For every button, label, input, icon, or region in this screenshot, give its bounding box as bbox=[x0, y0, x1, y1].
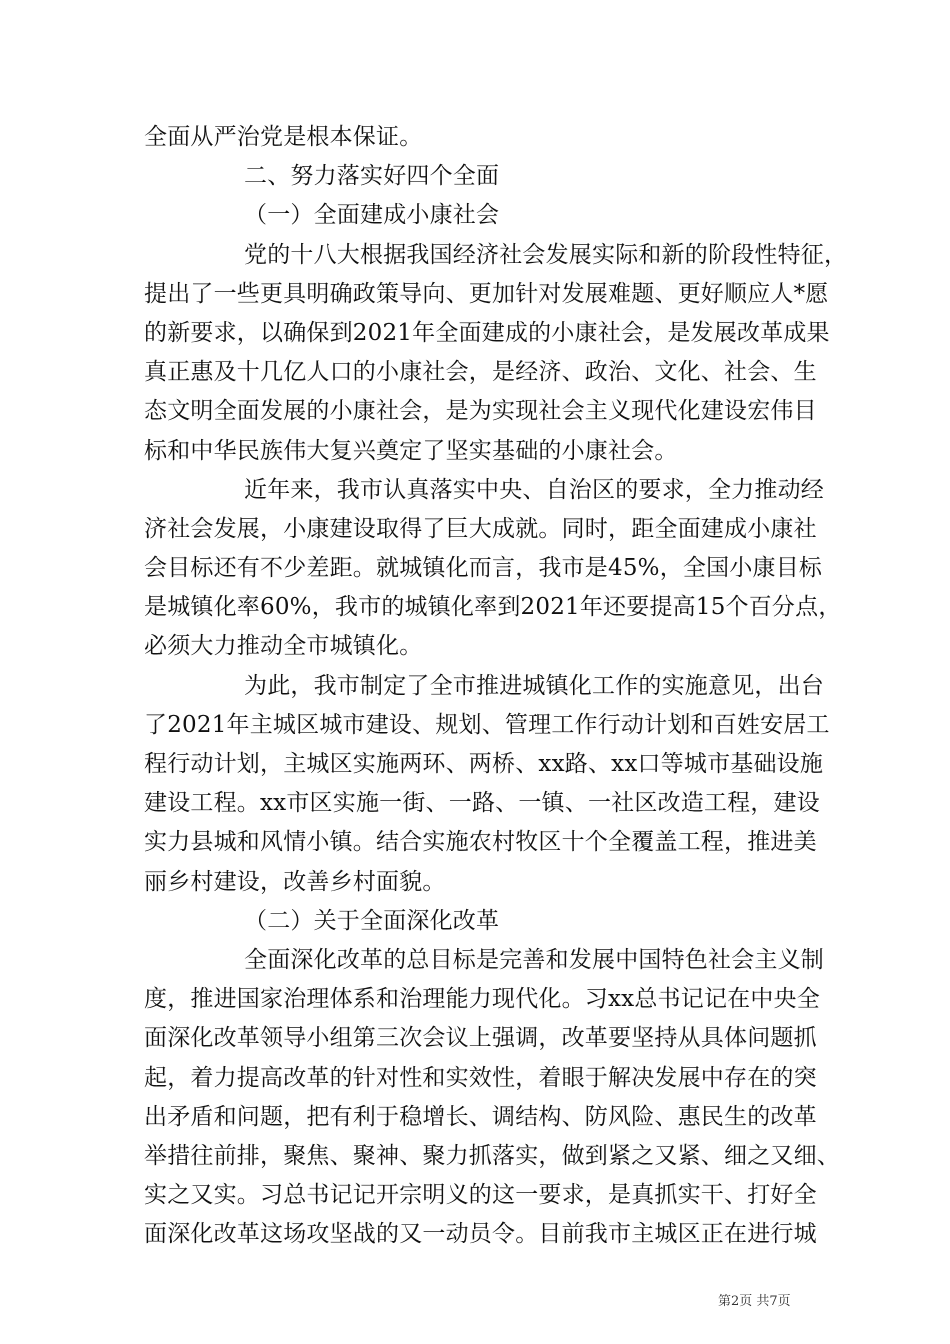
text-line: 提出了一些更具明确政策导向、更加针对发展难题、更好顺应人*愿 bbox=[144, 280, 829, 307]
text-line: 必须大力推动全市城镇化。 bbox=[144, 633, 423, 660]
subsection-heading: （二）关于全面深化改革 bbox=[244, 907, 500, 934]
text-line: 态文明全面发展的小康社会，是为实现社会主义现代化建设宏伟目 bbox=[144, 398, 817, 425]
text-line: 真正惠及十几亿人口的小康社会，是经济、政治、文化、社会、生 bbox=[144, 359, 817, 386]
text-line: 的新要求，以确保到2021年全面建成的小康社会，是发展改革成果 bbox=[144, 319, 830, 346]
text-line: 了2021年主城区城市建设、规划、管理工作行动计划和百姓安居工 bbox=[144, 711, 830, 738]
text-line: 建设工程。xx市区实施一街、一路、一镇、一社区改造工程，建设 bbox=[144, 790, 820, 817]
text-line: 全面深化改革的总目标是完善和发展中国特色社会主义制 bbox=[244, 946, 824, 973]
page-number: 第2页 共7页 bbox=[718, 1294, 791, 1309]
text-line: 丽乡村建设，改善乡村面貌。 bbox=[144, 868, 446, 895]
text-line: 为此，我市制定了全市推进城镇化工作的实施意见，出台 bbox=[244, 672, 824, 699]
text-line: 会目标还有不少差距。就城镇化而言，我市是45%，全国小康目标 bbox=[144, 555, 823, 582]
text-line: 出矛盾和问题，把有利于稳增长、调结构、防风险、惠民生的改革 bbox=[144, 1103, 817, 1130]
text-line: 是城镇化率60%，我市的城镇化率到2021年还要提高15个百分点， bbox=[144, 594, 842, 621]
text-line: 度，推进国家治理体系和治理能力现代化。习xx总书记记在中央全 bbox=[144, 986, 820, 1013]
text-line: 起，着力提高改革的针对性和实效性，着眼于解决发展中存在的突 bbox=[144, 1064, 817, 1091]
text-line: 近年来，我市认真落实中央、自治区的要求，全力推动经 bbox=[244, 476, 824, 503]
text-line: 程行动计划，主城区实施两环、两桥、xx路、xx口等城市基础设施 bbox=[144, 751, 824, 777]
text-line: 举措往前排，聚焦、聚神、聚力抓落实，做到紧之又紧、细之又细、 bbox=[144, 1142, 840, 1169]
text-line: 面深化改革领导小组第三次会议上强调，改革要坚持从具体问题抓 bbox=[144, 1025, 817, 1052]
text-line: 实力县城和风情小镇。结合实施农村牧区十个全覆盖工程，推进美 bbox=[144, 829, 817, 856]
document-body bbox=[144, 118, 848, 1254]
text-line: 济社会发展，小康建设取得了巨大成就。同时，距全面建成小康社 bbox=[144, 515, 817, 542]
section-heading: 二、努力落实好四个全面 bbox=[244, 163, 500, 190]
text-line: 面深化改革这场攻坚战的又一动员令。目前我市主城区正在进行城 bbox=[144, 1221, 817, 1248]
text-line: 实之又实。习总书记记开宗明义的这一要求，是真抓实干、打好全 bbox=[144, 1182, 817, 1209]
subsection-heading: （一）全面建成小康社会 bbox=[244, 202, 500, 229]
text-line: 党的十八大根据我国经济社会发展实际和新的阶段性特征， bbox=[244, 241, 848, 268]
text-line: 全面从严治党是根本保证。 bbox=[144, 124, 423, 150]
text-line: 标和中华民族伟大复兴奠定了坚实基础的小康社会。 bbox=[144, 437, 678, 464]
